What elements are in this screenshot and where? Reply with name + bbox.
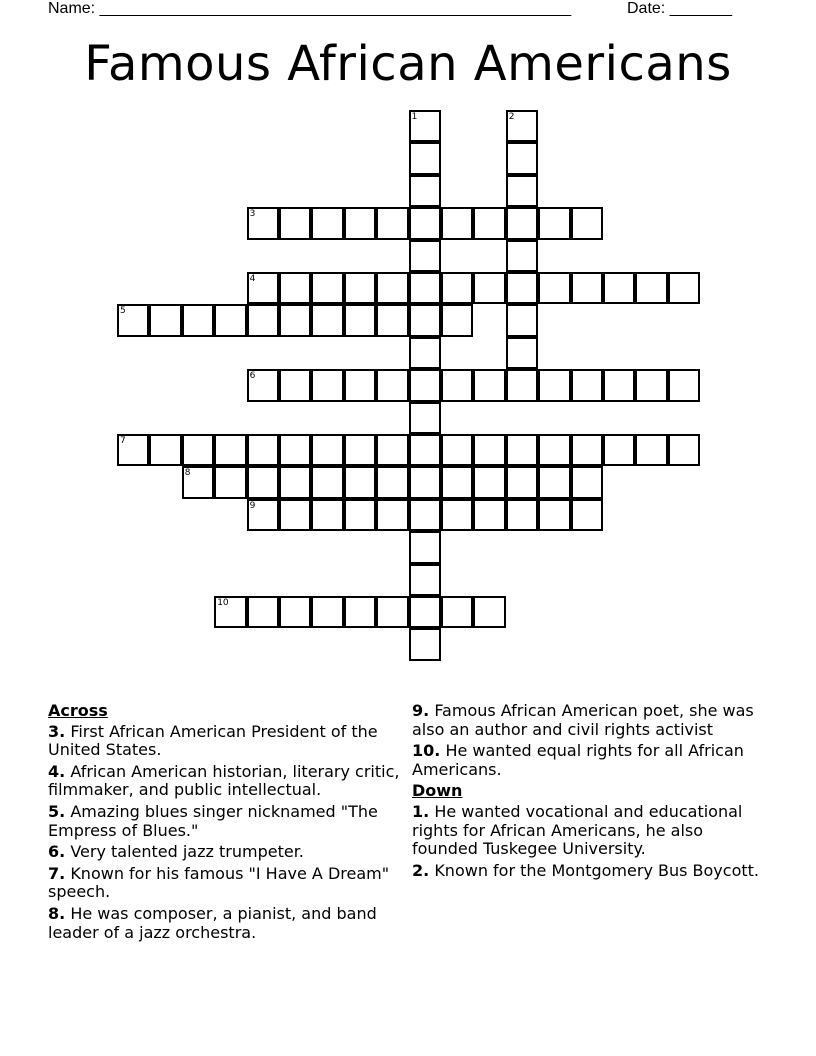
crossword-cell xyxy=(279,596,311,628)
cell-clue-number: 1 xyxy=(411,112,418,122)
clue-text: He wanted vocational and educational rights for African Americans, he also founded Tuskegee University. xyxy=(412,801,743,859)
crossword-cell xyxy=(409,175,441,207)
crossword-cell xyxy=(473,434,505,466)
crossword-cell xyxy=(311,304,343,336)
crossword-cell xyxy=(506,110,538,142)
crossword-cell xyxy=(409,499,441,531)
crossword-cell xyxy=(506,175,538,207)
crossword-cell xyxy=(571,434,603,466)
cell-clue-number: 3 xyxy=(249,209,256,220)
crossword-cell xyxy=(473,499,505,531)
cell-clue-number: 10 xyxy=(217,598,229,608)
crossword-cell xyxy=(506,272,538,304)
crossword-cell xyxy=(506,207,538,239)
crossword-cell xyxy=(149,304,181,336)
cell-clue-number: 2 xyxy=(508,112,515,122)
cell-clue-number: 9 xyxy=(249,500,256,511)
crossword-cell xyxy=(409,466,441,498)
clue-text: He wanted equal rights for all African Americans. xyxy=(412,741,744,779)
crossword-cell xyxy=(279,207,311,239)
crossword-cell xyxy=(441,304,473,336)
crossword-cell xyxy=(506,337,538,369)
clue-number: 4. xyxy=(48,761,66,781)
crossword-cell xyxy=(311,596,343,628)
crossword-cell xyxy=(376,499,408,531)
clues-column-left xyxy=(48,702,408,945)
date-field-label: Date: _______ xyxy=(627,0,732,17)
crossword-cell xyxy=(506,466,538,498)
down-heading: Down xyxy=(412,781,463,801)
crossword-cell xyxy=(538,272,570,304)
crossword-cell xyxy=(182,466,214,498)
crossword-cell xyxy=(409,272,441,304)
crossword-cell xyxy=(473,272,505,304)
crossword-cell xyxy=(344,434,376,466)
clue-down-2 xyxy=(412,862,772,881)
crossword-cell xyxy=(409,207,441,239)
crossword-cell xyxy=(635,272,667,304)
crossword-cell xyxy=(409,596,441,628)
crossword-cell xyxy=(506,369,538,401)
crossword-cell xyxy=(376,434,408,466)
cell-clue-number: 5 xyxy=(120,306,126,317)
crossword-cell xyxy=(668,369,700,401)
crossword-cell xyxy=(635,434,667,466)
clue-number: 7. xyxy=(48,863,66,883)
crossword-cell xyxy=(376,304,408,336)
clue-number: 6. xyxy=(48,842,66,862)
crossword-cell xyxy=(344,272,376,304)
crossword-cell xyxy=(538,434,570,466)
crossword-cell xyxy=(409,240,441,272)
crossword-cell xyxy=(117,434,149,466)
crossword-cell xyxy=(214,304,246,336)
crossword-cell xyxy=(214,434,246,466)
clue-text: He was composer, a pianist, and band leader of a jazz orchestra. xyxy=(48,903,377,942)
crossword-cell xyxy=(409,369,441,401)
crossword-cell xyxy=(311,499,343,531)
crossword-cell xyxy=(247,369,279,401)
crossword-cell xyxy=(409,110,441,142)
crossword-cell xyxy=(506,434,538,466)
clues-column-right xyxy=(412,702,772,883)
clue-across-3 xyxy=(48,723,408,760)
clue-text: Amazing blues singer nicknamed "The Empress of Blues." xyxy=(48,801,378,840)
crossword-cell xyxy=(344,369,376,401)
crossword-cell xyxy=(441,466,473,498)
crossword-cell xyxy=(571,499,603,531)
crossword-cell xyxy=(441,369,473,401)
crossword-cell xyxy=(668,272,700,304)
crossword-cell xyxy=(603,369,635,401)
crossword-cell xyxy=(117,304,149,336)
clue-text: African American historian, literary critic, filmmaker, and public intellectual. xyxy=(48,761,400,800)
clue-number: 5. xyxy=(48,801,66,821)
crossword-cell xyxy=(376,596,408,628)
crossword-cell xyxy=(214,596,246,628)
crossword-cell xyxy=(344,499,376,531)
crossword-cell xyxy=(441,499,473,531)
crossword-cell xyxy=(441,272,473,304)
crossword-cell xyxy=(668,434,700,466)
crossword-cell xyxy=(311,466,343,498)
crossword-cell xyxy=(279,499,311,531)
crossword-cell xyxy=(311,369,343,401)
crossword-cell xyxy=(571,369,603,401)
crossword-cell xyxy=(409,434,441,466)
cell-clue-number: 7 xyxy=(120,436,126,446)
crossword-cell xyxy=(376,272,408,304)
crossword-cell xyxy=(344,596,376,628)
crossword-cell xyxy=(344,466,376,498)
crossword-cell xyxy=(538,207,570,239)
crossword-cell xyxy=(247,596,279,628)
crossword-cell xyxy=(571,207,603,239)
crossword-cell xyxy=(376,207,408,239)
crossword-cell xyxy=(279,434,311,466)
crossword-cell xyxy=(247,207,279,239)
crossword-cell xyxy=(279,272,311,304)
clue-number: 10. xyxy=(412,741,441,761)
crossword-cell xyxy=(506,499,538,531)
across-heading: Across xyxy=(48,701,108,720)
crossword-cell xyxy=(182,434,214,466)
clue-across-10 xyxy=(412,742,772,779)
cell-clue-number: 6 xyxy=(249,371,256,382)
clue-text: Famous African American poet, she was also an author and civil rights activist xyxy=(412,701,754,739)
clue-text: Known for the Montgomery Bus Boycott. xyxy=(434,860,759,880)
crossword-cell xyxy=(247,272,279,304)
crossword-cell xyxy=(473,207,505,239)
crossword-cell xyxy=(409,142,441,174)
crossword-cell xyxy=(376,369,408,401)
crossword-cell xyxy=(247,466,279,498)
clue-across-5 xyxy=(48,803,408,840)
crossword-cell xyxy=(506,240,538,272)
crossword-cell xyxy=(538,499,570,531)
clue-across-7 xyxy=(48,865,408,902)
crossword-cell xyxy=(409,337,441,369)
crossword-cell xyxy=(344,207,376,239)
crossword-cell xyxy=(538,466,570,498)
crossword-cell xyxy=(409,564,441,596)
clue-number: 2. xyxy=(412,860,430,880)
clue-number: 9. xyxy=(412,701,430,720)
clue-across-6 xyxy=(48,843,408,862)
crossword-cell xyxy=(506,142,538,174)
crossword-cell xyxy=(603,434,635,466)
clue-text: Very talented jazz trumpeter. xyxy=(70,842,304,862)
crossword-cell xyxy=(247,434,279,466)
crossword-cell xyxy=(279,369,311,401)
clue-number: 3. xyxy=(48,721,66,741)
name-field-label: Name: _____________________________________________________ xyxy=(48,0,572,17)
clue-text: First African American President of the United States. xyxy=(48,721,378,760)
crossword-cell xyxy=(409,304,441,336)
cell-clue-number: 4 xyxy=(249,274,256,284)
crossword-cell xyxy=(409,402,441,434)
crossword-cell xyxy=(311,272,343,304)
clue-number: 1. xyxy=(412,801,430,821)
crossword-cell xyxy=(635,369,667,401)
crossword-cell xyxy=(441,434,473,466)
clue-text: Known for his famous "I Have A Dream" speech. xyxy=(48,863,390,902)
crossword-cell xyxy=(441,207,473,239)
crossword-cell xyxy=(441,596,473,628)
crossword-cell xyxy=(311,207,343,239)
crossword-cell xyxy=(571,466,603,498)
crossword-cell xyxy=(149,434,181,466)
cell-clue-number: 8 xyxy=(184,468,191,479)
clue-across-4 xyxy=(48,763,408,800)
crossword-cell xyxy=(603,272,635,304)
crossword-cell xyxy=(506,304,538,336)
crossword-cell xyxy=(279,466,311,498)
crossword-cell xyxy=(344,304,376,336)
crossword-cell xyxy=(279,304,311,336)
clue-across-8 xyxy=(48,905,408,942)
crossword-cell xyxy=(538,369,570,401)
crossword-cell xyxy=(182,304,214,336)
clue-number: 8. xyxy=(48,903,66,923)
crossword-cell xyxy=(247,499,279,531)
clue-across-9 xyxy=(412,702,772,739)
clue-down-1 xyxy=(412,803,772,859)
crossword-cell xyxy=(473,369,505,401)
crossword-cell xyxy=(409,531,441,563)
crossword-cell xyxy=(409,628,441,660)
crossword-cell xyxy=(571,272,603,304)
crossword-cell xyxy=(214,466,246,498)
crossword-cell xyxy=(247,304,279,336)
crossword-cell xyxy=(376,466,408,498)
crossword-cell xyxy=(473,466,505,498)
crossword-cell xyxy=(473,596,505,628)
crossword-cell xyxy=(311,434,343,466)
page-title: Famous African Americans xyxy=(84,36,732,92)
